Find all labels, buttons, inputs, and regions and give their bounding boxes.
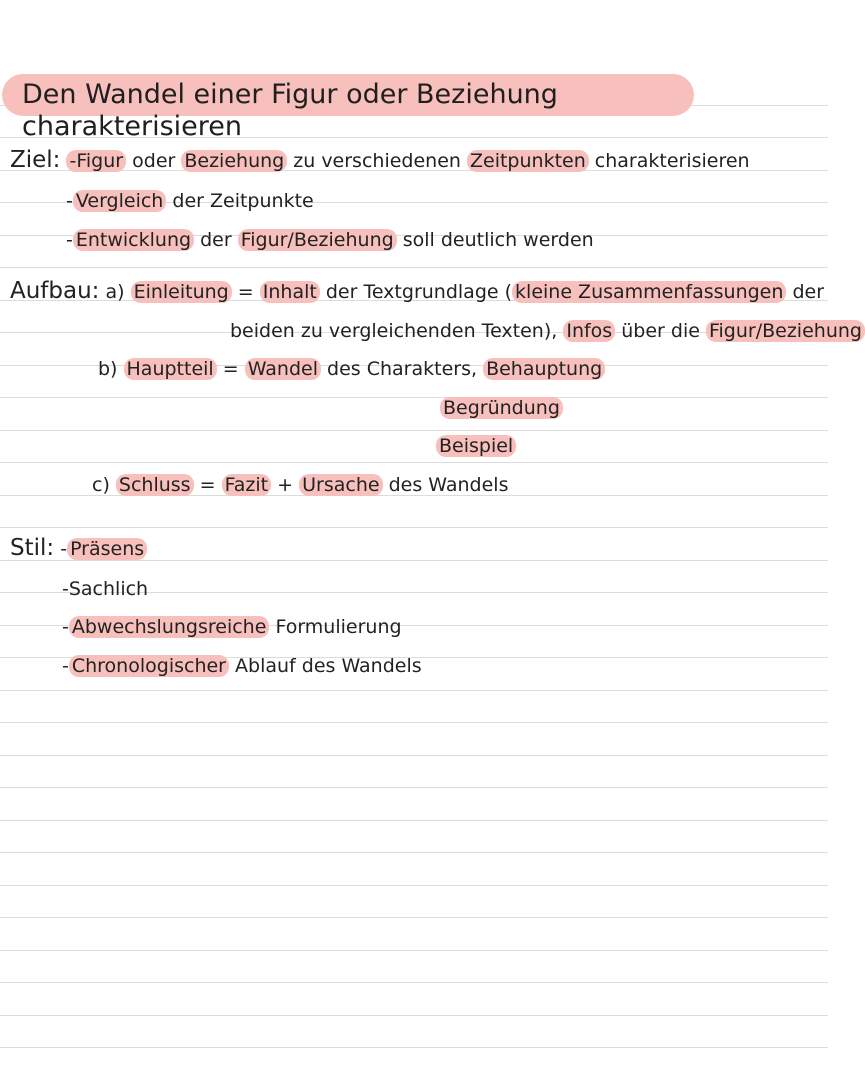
stil-abwechslungsreiche: Abwechslungsreiche <box>69 616 270 638</box>
text: = <box>231 281 260 303</box>
aufbau-einleitung: Einleitung <box>131 281 232 303</box>
text: - <box>62 616 69 638</box>
ziel-vergleich: Vergleich <box>73 190 167 212</box>
ziel-beziehung: Beziehung <box>181 150 287 172</box>
text: über die <box>615 320 706 342</box>
text: soll deutlich werden <box>396 229 594 251</box>
aufbau-fazit: Fazit <box>222 474 272 496</box>
page-title-highlight <box>2 74 694 142</box>
stil-line-4 <box>62 654 422 678</box>
text: c) <box>92 474 116 496</box>
aufbau-line-a2 <box>230 319 865 343</box>
aufbau-line-b1 <box>98 357 605 381</box>
text: - <box>60 538 68 560</box>
aufbau-begruendung: Begründung <box>440 397 563 419</box>
aufbau-inhalt: Inhalt <box>260 281 320 303</box>
aufbau-beispiel: Beispiel <box>436 435 516 457</box>
aufbau-label: Aufbau: <box>10 278 100 304</box>
ziel-line-2 <box>66 189 314 213</box>
text: der Zeitpunkte <box>166 190 314 212</box>
aufbau-line-b3 <box>436 434 516 458</box>
aufbau-line-b2 <box>440 396 563 420</box>
stil-praesens: Präsens <box>67 538 147 560</box>
aufbau-ursache: Ursache <box>299 474 382 496</box>
aufbau-zusammenfassungen: kleine Zusammenfassungen <box>512 281 786 303</box>
ziel-entwicklung: Entwicklung <box>73 229 194 251</box>
text: a) <box>99 281 131 303</box>
text: zu verschiedenen <box>287 150 467 172</box>
stil-sachlich: -Sachlich <box>62 578 149 600</box>
text: Formulierung <box>269 616 402 638</box>
text: der <box>786 281 825 303</box>
text: oder <box>126 150 182 172</box>
ziel-zeitpunkten: Zeitpunkten <box>467 150 589 172</box>
stil-line-1 <box>10 536 147 561</box>
text: + <box>271 474 300 496</box>
text: des Charakters, <box>321 358 484 380</box>
text: = <box>216 358 245 380</box>
stil-label: Stil: <box>10 535 55 561</box>
page-title: Den Wandel einer Figur oder Beziehung charakterisieren <box>22 79 558 142</box>
ziel-figur: -Figur <box>66 150 126 172</box>
text: beiden zu vergleichenden Texten), <box>230 320 564 342</box>
text: = <box>193 474 222 496</box>
ziel-figur-beziehung: Figur/Beziehung <box>238 229 397 251</box>
text: b) <box>98 358 124 380</box>
ziel-line-3 <box>66 228 594 252</box>
aufbau-infos: Infos <box>563 320 615 342</box>
aufbau-line-c1 <box>92 473 508 497</box>
text: Ablauf des Wandels <box>228 655 422 677</box>
stil-line-3 <box>62 615 402 639</box>
aufbau-figur-beziehung: Figur/Beziehung <box>706 320 865 342</box>
text: der <box>194 229 238 251</box>
aufbau-line-a1 <box>10 279 824 304</box>
aufbau-schluss: Schluss <box>116 474 194 496</box>
aufbau-behauptung: Behauptung <box>483 358 605 380</box>
ziel-line-1 <box>10 148 750 173</box>
stil-chronologischer: Chronologischer <box>69 655 229 677</box>
aufbau-hauptteil: Hauptteil <box>124 358 217 380</box>
text: - <box>66 229 73 251</box>
text: der Textgrundlage ( <box>319 281 513 303</box>
aufbau-wandel: Wandel <box>245 358 321 380</box>
text: des Wandels <box>382 474 509 496</box>
text: - <box>62 655 69 677</box>
stil-line-2 <box>62 577 148 601</box>
text: - <box>66 190 73 212</box>
ziel-label: Ziel: <box>10 147 61 173</box>
text: charakterisieren <box>588 150 750 172</box>
